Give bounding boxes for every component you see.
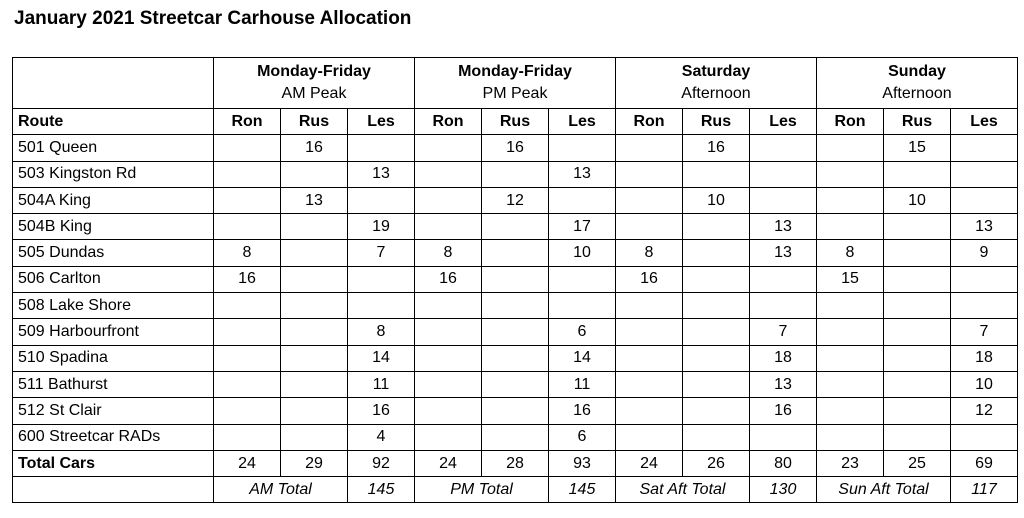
allocation-cell: 15 (884, 135, 951, 161)
allocation-cell (683, 266, 750, 292)
allocation-cell (884, 240, 951, 266)
table-row (13, 398, 1018, 424)
route-name-cell: 504B King (13, 214, 214, 240)
allocation-cell (817, 319, 884, 345)
allocation-cell (482, 319, 549, 345)
route-name-cell: 504A King (13, 187, 214, 213)
allocation-cell: 13 (750, 214, 817, 240)
allocation-cell (482, 240, 549, 266)
carhouse-column-header: Rus (884, 109, 951, 135)
allocation-cell: 7 (750, 319, 817, 345)
total-cars-cell: 28 (482, 450, 549, 476)
period-total-value: 145 (549, 477, 616, 503)
total-cars-cell: 24 (415, 450, 482, 476)
allocation-cell (214, 214, 281, 240)
allocation-cell: 18 (750, 345, 817, 371)
allocation-cell (616, 161, 683, 187)
allocation-cell (750, 266, 817, 292)
allocation-cell (281, 240, 348, 266)
period-total-value: 145 (348, 477, 415, 503)
allocation-cell: 16 (683, 135, 750, 161)
period-total-value: 117 (951, 477, 1018, 503)
allocation-cell (951, 293, 1018, 319)
allocation-cell (817, 371, 884, 397)
period-total-value: 130 (750, 477, 817, 503)
allocation-cell (549, 187, 616, 213)
total-cars-label: Total Cars (13, 450, 214, 476)
allocation-cell (750, 293, 817, 319)
allocation-cell (884, 345, 951, 371)
allocation-cell: 8 (616, 240, 683, 266)
allocation-cell: 16 (482, 135, 549, 161)
allocation-cell (884, 424, 951, 450)
allocation-cell: 10 (549, 240, 616, 266)
table-row (13, 266, 1018, 292)
allocation-cell (884, 371, 951, 397)
allocation-cell: 10 (951, 371, 1018, 397)
allocation-cell (482, 266, 549, 292)
table-row (13, 319, 1018, 345)
allocation-cell: 12 (951, 398, 1018, 424)
allocation-cell (616, 319, 683, 345)
allocation-cell (348, 293, 415, 319)
allocation-cell (281, 214, 348, 240)
allocation-cell (214, 424, 281, 450)
allocation-cell (817, 293, 884, 319)
table-row (13, 240, 1018, 266)
total-cars-cell: 69 (951, 450, 1018, 476)
route-name-cell: 503 Kingston Rd (13, 161, 214, 187)
total-cars-row (13, 450, 1018, 476)
table-row (13, 371, 1018, 397)
column-header-row (13, 109, 1018, 135)
allocation-cell (214, 135, 281, 161)
period-total-label: PM Total (415, 477, 549, 503)
group-header-period: PM Peak (482, 85, 548, 102)
allocation-cell: 15 (817, 266, 884, 292)
allocation-cell (482, 371, 549, 397)
allocation-cell (616, 398, 683, 424)
allocation-cell (549, 293, 616, 319)
allocation-cell (616, 135, 683, 161)
allocation-cell: 7 (348, 240, 415, 266)
allocation-cell (482, 424, 549, 450)
group-header (415, 58, 616, 109)
table-row (13, 345, 1018, 371)
allocation-cell (683, 398, 750, 424)
group-header (616, 58, 817, 109)
allocation-cell (683, 319, 750, 345)
allocation-cell (415, 424, 482, 450)
allocation-cell (616, 371, 683, 397)
blank-summary-cell (13, 477, 214, 503)
route-column-header: Route (13, 109, 214, 135)
allocation-cell: 11 (348, 371, 415, 397)
route-name-cell: 501 Queen (13, 135, 214, 161)
allocation-cell: 10 (884, 187, 951, 213)
allocation-cell (616, 187, 683, 213)
allocation-cell: 13 (750, 240, 817, 266)
table-row (13, 135, 1018, 161)
allocation-cell: 8 (214, 240, 281, 266)
period-total-label: Sun Aft Total (817, 477, 951, 503)
route-name-cell: 510 Spadina (13, 345, 214, 371)
allocation-cell (482, 398, 549, 424)
carhouse-column-header: Ron (415, 109, 482, 135)
allocation-cell (884, 214, 951, 240)
allocation-cell (683, 240, 750, 266)
group-header-row (13, 58, 1018, 109)
total-cars-cell: 23 (817, 450, 884, 476)
period-total-row (13, 477, 1018, 503)
allocation-cell (281, 293, 348, 319)
group-header-period: Afternoon (681, 85, 751, 102)
allocation-cell (214, 187, 281, 213)
allocation-cell: 11 (549, 371, 616, 397)
page-title: January 2021 Streetcar Carhouse Allocation (14, 8, 412, 29)
allocation-cell (951, 266, 1018, 292)
total-cars-cell: 26 (683, 450, 750, 476)
allocation-cell (884, 293, 951, 319)
allocation-cell (415, 161, 482, 187)
allocation-cell (415, 371, 482, 397)
allocation-cell: 8 (415, 240, 482, 266)
route-name-cell: 600 Streetcar RADs (13, 424, 214, 450)
allocation-cell (348, 135, 415, 161)
allocation-cell: 8 (348, 319, 415, 345)
allocation-cell (951, 135, 1018, 161)
allocation-cell (750, 187, 817, 213)
period-total-label: AM Total (214, 477, 348, 503)
allocation-cell: 16 (549, 398, 616, 424)
allocation-cell (683, 293, 750, 319)
allocation-cell (415, 345, 482, 371)
allocation-cell: 19 (348, 214, 415, 240)
allocation-cell (616, 345, 683, 371)
allocation-cell: 16 (214, 266, 281, 292)
group-header-day: Saturday (681, 63, 751, 80)
allocation-cell (281, 371, 348, 397)
allocation-cell (482, 345, 549, 371)
allocation-cell: 16 (281, 135, 348, 161)
allocation-cell (951, 424, 1018, 450)
allocation-cell (750, 135, 817, 161)
allocation-cell (281, 398, 348, 424)
allocation-cell (951, 187, 1018, 213)
allocation-cell: 16 (348, 398, 415, 424)
allocation-cell: 13 (549, 161, 616, 187)
allocation-cell: 12 (482, 187, 549, 213)
period-total-label: Sat Aft Total (616, 477, 750, 503)
allocation-cell (616, 293, 683, 319)
allocation-cell (549, 135, 616, 161)
allocation-cell: 6 (549, 319, 616, 345)
allocation-cell (817, 135, 884, 161)
allocation-cell: 8 (817, 240, 884, 266)
route-name-cell: 512 St Clair (13, 398, 214, 424)
allocation-cell (214, 398, 281, 424)
allocation-cell (214, 293, 281, 319)
allocation-cell: 7 (951, 319, 1018, 345)
allocation-cell (750, 161, 817, 187)
allocation-cell (482, 161, 549, 187)
allocation-cell (281, 345, 348, 371)
allocation-cell (281, 424, 348, 450)
allocation-cell (482, 214, 549, 240)
route-name-cell: 511 Bathurst (13, 371, 214, 397)
allocation-cell (683, 424, 750, 450)
table-row (13, 293, 1018, 319)
carhouse-column-header: Ron (616, 109, 683, 135)
allocation-cell (214, 345, 281, 371)
allocation-cell (817, 345, 884, 371)
route-name-cell: 509 Harbourfront (13, 319, 214, 345)
route-name-cell: 508 Lake Shore (13, 293, 214, 319)
allocation-table (12, 57, 1018, 503)
allocation-cell (415, 319, 482, 345)
allocation-cell (683, 345, 750, 371)
carhouse-column-header: Les (951, 109, 1018, 135)
group-header (817, 58, 1018, 109)
allocation-cell: 6 (549, 424, 616, 450)
total-cars-cell: 80 (750, 450, 817, 476)
carhouse-column-header: Les (750, 109, 817, 135)
group-header-day: Monday-Friday (257, 63, 371, 80)
group-header-period: AM Peak (281, 85, 347, 102)
total-cars-cell: 25 (884, 450, 951, 476)
allocation-cell (817, 214, 884, 240)
total-cars-cell: 24 (214, 450, 281, 476)
allocation-cell (884, 398, 951, 424)
allocation-cell (683, 161, 750, 187)
allocation-cell (817, 398, 884, 424)
allocation-cell: 13 (281, 187, 348, 213)
allocation-cell (415, 135, 482, 161)
total-cars-cell: 29 (281, 450, 348, 476)
carhouse-column-header: Les (348, 109, 415, 135)
carhouse-column-header: Ron (214, 109, 281, 135)
group-header-period: Afternoon (882, 85, 952, 102)
allocation-cell (415, 187, 482, 213)
allocation-cell: 16 (415, 266, 482, 292)
allocation-cell (884, 319, 951, 345)
allocation-cell (415, 398, 482, 424)
table-row (13, 424, 1018, 450)
carhouse-column-header: Rus (482, 109, 549, 135)
total-cars-cell: 93 (549, 450, 616, 476)
allocation-cell (281, 319, 348, 345)
allocation-cell (750, 424, 817, 450)
allocation-cell (281, 266, 348, 292)
allocation-cell: 14 (348, 345, 415, 371)
allocation-cell (549, 266, 616, 292)
group-header-day: Monday-Friday (458, 63, 572, 80)
allocation-cell (281, 161, 348, 187)
allocation-cell (415, 214, 482, 240)
allocation-cell: 4 (348, 424, 415, 450)
allocation-cell: 10 (683, 187, 750, 213)
allocation-cell: 13 (348, 161, 415, 187)
allocation-cell: 13 (750, 371, 817, 397)
allocation-cell (214, 161, 281, 187)
allocation-cell (884, 161, 951, 187)
group-header-day: Sunday (888, 63, 946, 80)
allocation-cell (683, 371, 750, 397)
allocation-cell (817, 161, 884, 187)
carhouse-column-header: Les (549, 109, 616, 135)
total-cars-cell: 24 (616, 450, 683, 476)
carhouse-column-header: Rus (281, 109, 348, 135)
allocation-cell (884, 266, 951, 292)
allocation-cell (348, 266, 415, 292)
allocation-cell (683, 214, 750, 240)
allocation-cell (817, 187, 884, 213)
allocation-cell (482, 293, 549, 319)
allocation-cell: 13 (951, 214, 1018, 240)
allocation-cell (616, 424, 683, 450)
group-header (214, 58, 415, 109)
total-cars-cell: 92 (348, 450, 415, 476)
table-row (13, 187, 1018, 213)
allocation-cell (415, 293, 482, 319)
allocation-cell: 9 (951, 240, 1018, 266)
allocation-cell: 14 (549, 345, 616, 371)
blank-header-cell (13, 58, 214, 109)
route-name-cell: 506 Carlton (13, 266, 214, 292)
allocation-cell (817, 424, 884, 450)
table-row (13, 161, 1018, 187)
allocation-cell (951, 161, 1018, 187)
allocation-cell: 16 (616, 266, 683, 292)
allocation-cell: 18 (951, 345, 1018, 371)
allocation-cell (348, 187, 415, 213)
table-row (13, 214, 1018, 240)
carhouse-column-header: Ron (817, 109, 884, 135)
allocation-cell (214, 371, 281, 397)
allocation-cell: 16 (750, 398, 817, 424)
allocation-cell: 17 (549, 214, 616, 240)
allocation-cell (616, 214, 683, 240)
route-name-cell: 505 Dundas (13, 240, 214, 266)
allocation-cell (214, 319, 281, 345)
carhouse-column-header: Rus (683, 109, 750, 135)
